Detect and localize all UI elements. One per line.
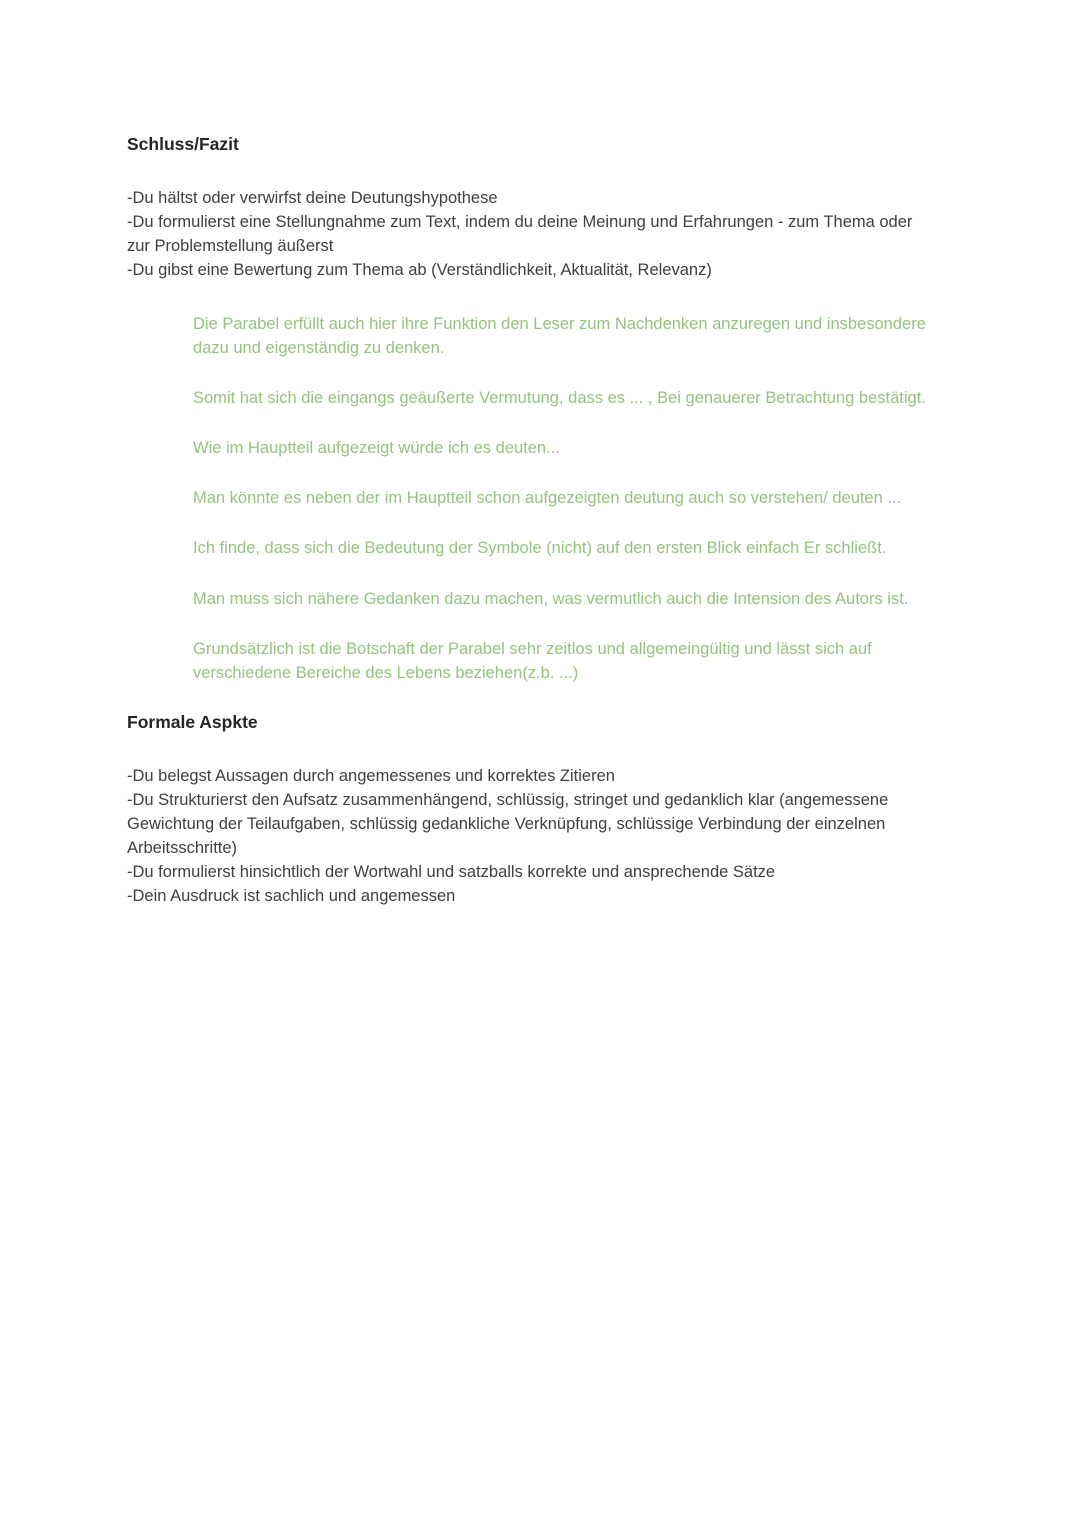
example-sentence: Somit hat sich die eingangs geäußerte Vermutung, dass es ... , Bei genauerer Betrachtung bestätigt. <box>193 389 926 408</box>
section-heading-formale-aspekte: Formale Aspkte <box>127 711 258 732</box>
example-sentence: Man muss sich nähere Gedanken dazu machen, was vermutlich auch die Intension des Autors ist. <box>193 589 909 608</box>
bullet-item: -Du Strukturierst den Aufsatz zusammenhängend, schlüssig, stringet und gedanklich klar (angemessene Gewichtung der Teilaufgaben, schlüssig gedankliche Verknüpfung, schlüssige Verbindung der einzelnen Arbeitsschritte) <box>127 790 889 857</box>
example-sentence: Wie im Hauptteil aufgezeigt würde ich es deuten... <box>193 439 560 458</box>
bullet-item: -Dein Ausdruck ist sachlich und angemessen <box>127 886 456 905</box>
example-sentence: Man könnte es neben der im Hauptteil schon aufgezeigten deutung auch so verstehen/ deuten ... <box>193 489 902 508</box>
formale-bullet-list <box>127 764 939 908</box>
bullet-item: -Du formulierst eine Stellungnahme zum Text, indem du deine Meinung und Erfahrungen - zum Thema oder zur Problemstellung äußerst <box>127 212 913 255</box>
example-sentence: Die Parabel erfüllt auch hier ihre Funktion den Leser zum Nachdenken anzuregen und insbesondere dazu und eigenständig zu denken. <box>193 315 926 358</box>
bullet-item: -Du gibst eine Bewertung zum Thema ab (Verständlichkeit, Aktualität, Relevanz) <box>127 260 712 279</box>
example-sentence-list <box>127 312 960 685</box>
example-sentence: Ich finde, dass sich die Bedeutung der Symbole (nicht) auf den ersten Blick einfach Er schließt. <box>193 539 887 558</box>
bullet-item: -Du belegst Aussagen durch angemessenes und korrektes Zitieren <box>127 766 615 785</box>
example-sentence: Grundsätzlich ist die Botschaft der Parabel sehr zeitlos und allgemeingültig und lässt sich auf verschiedene Bereiche des Lebens beziehen(z.b. ...) <box>193 639 872 682</box>
schluss-bullet-list <box>127 186 939 282</box>
bullet-item: -Du formulierst hinsichtlich der Wortwahl und satzballs korrekte und ansprechende Sätze <box>127 862 776 881</box>
bullet-item: -Du hältst oder verwirfst deine Deutungshypothese <box>127 188 498 207</box>
section-heading-schluss-fazit: Schluss/Fazit <box>127 134 239 154</box>
